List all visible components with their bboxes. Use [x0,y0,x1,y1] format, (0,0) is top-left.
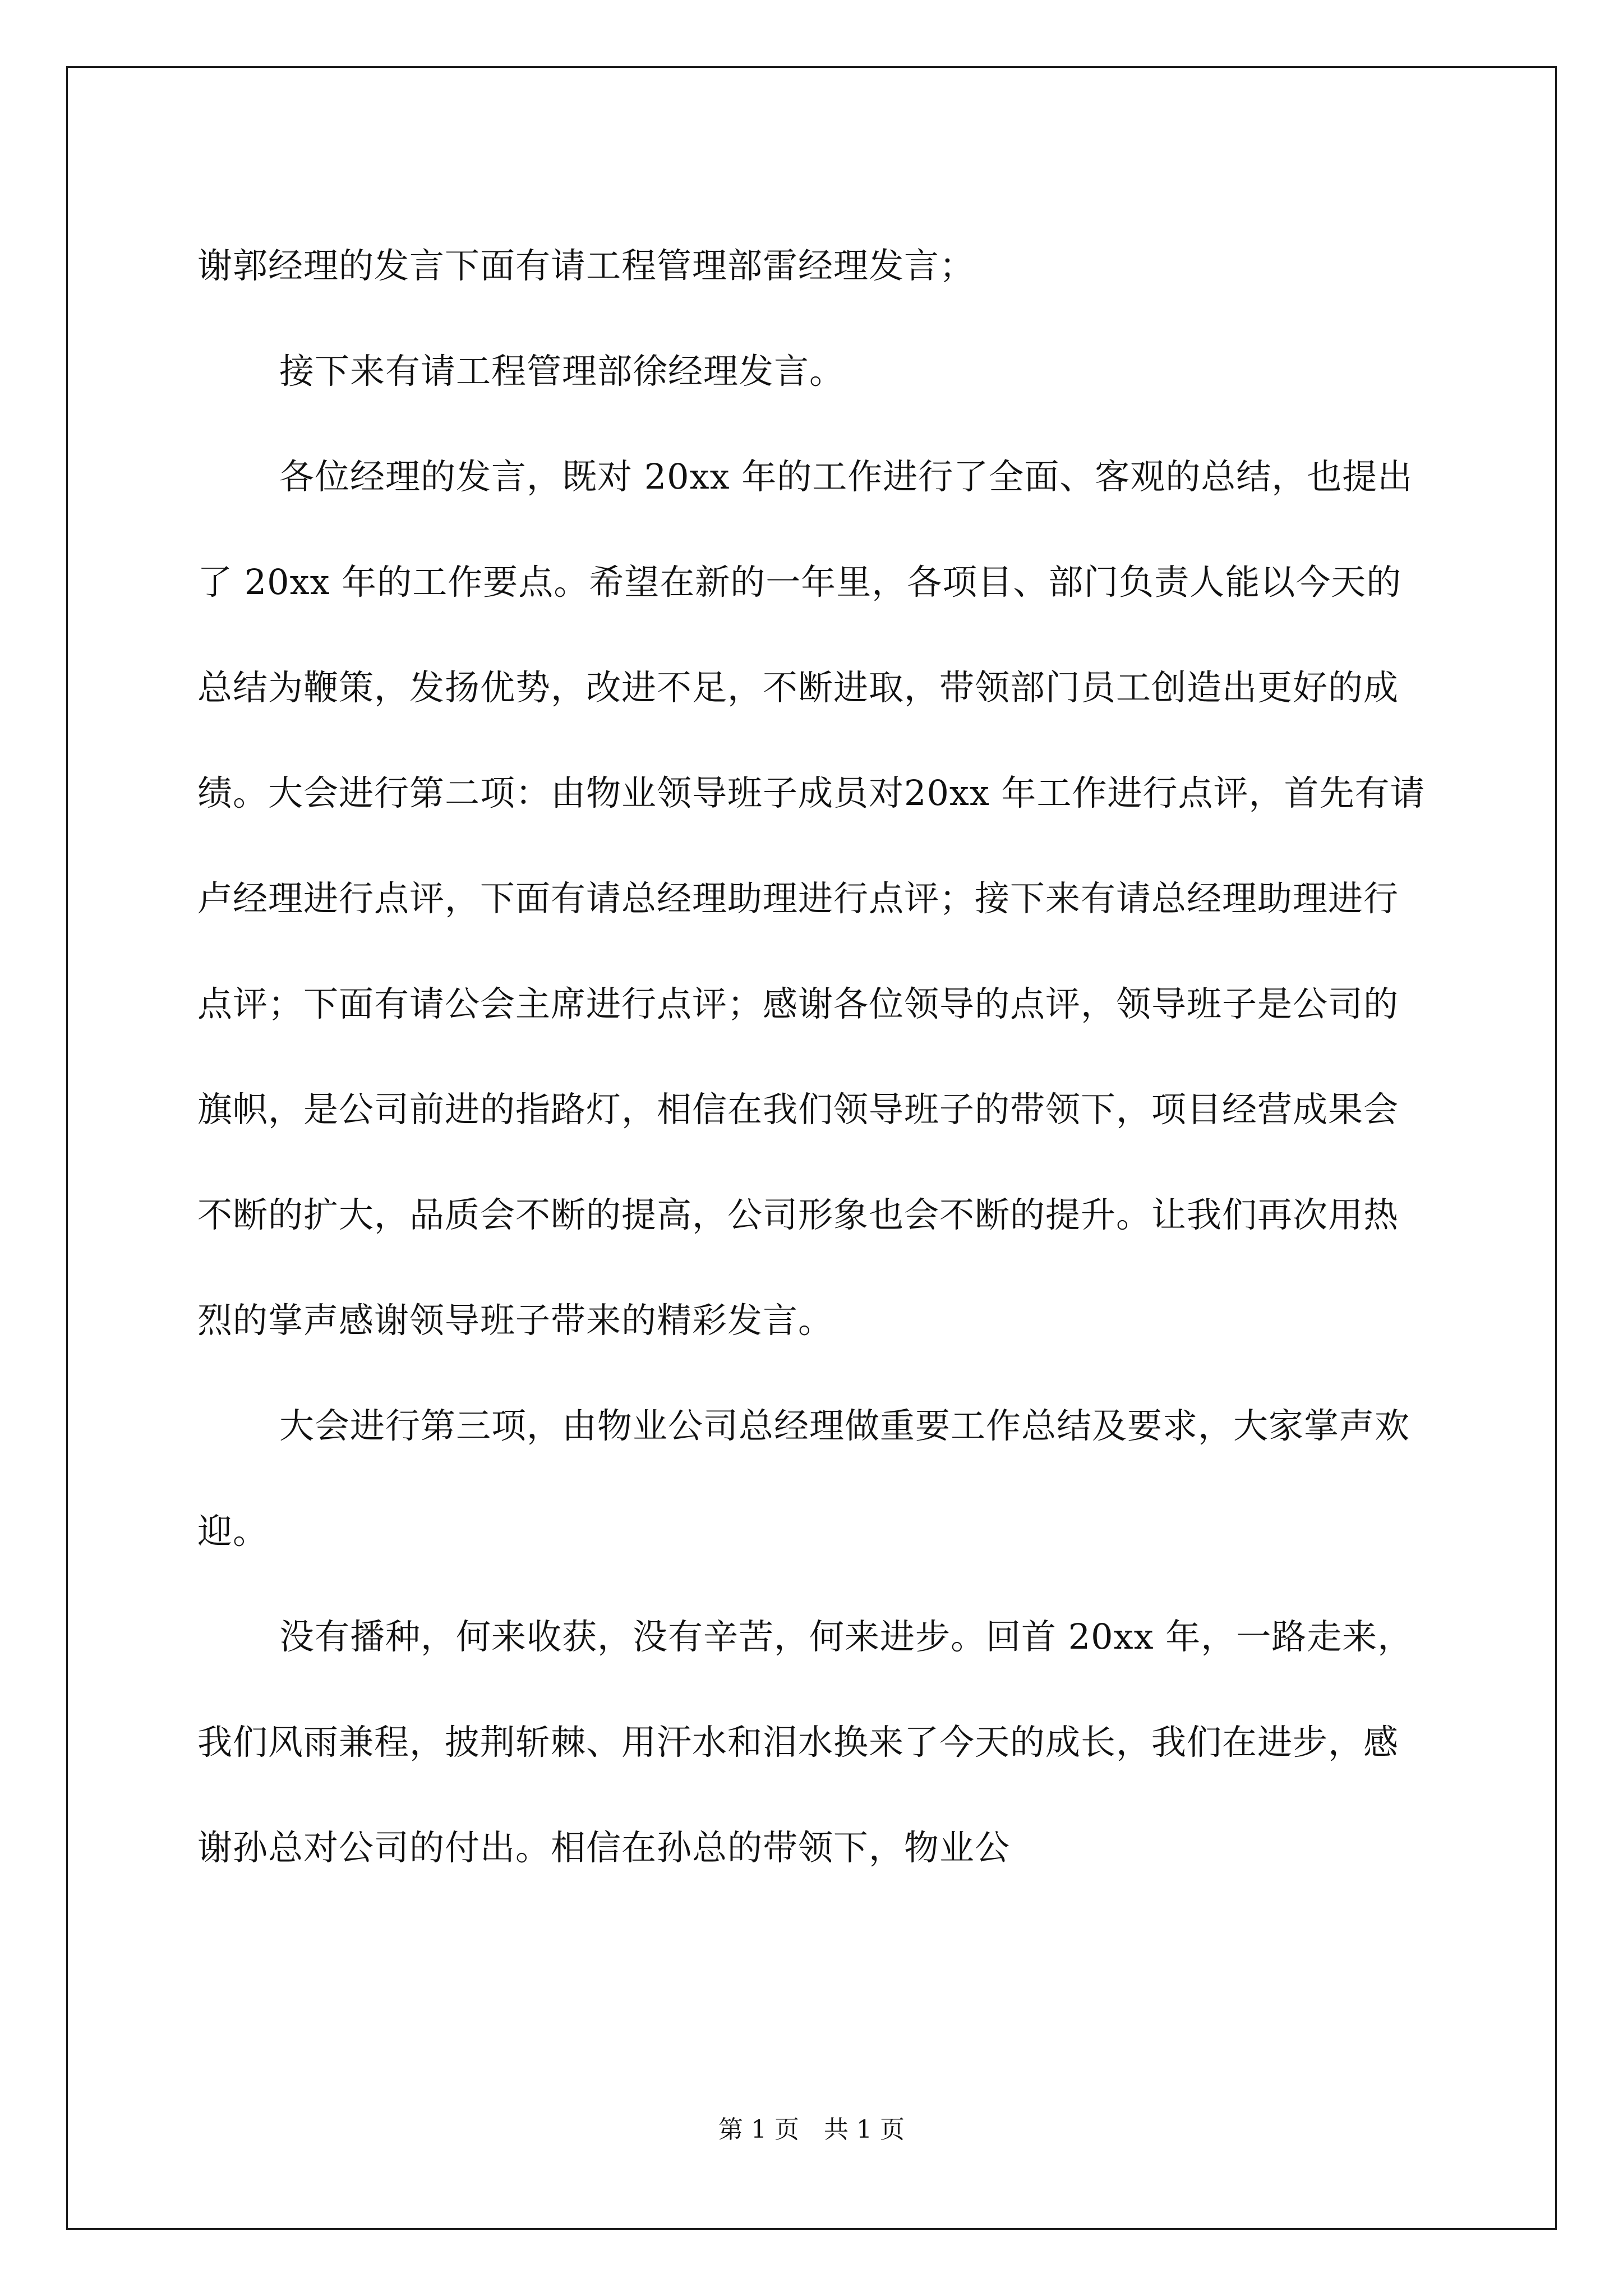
page-number: 第 1 页 共 1 页 [718,2115,905,2144]
paragraph: 没有播种，何来收获，没有辛苦，何来进步。回首 20xx 年，一路走来，我们风雨兼程，披荆斩棘、用汗水和泪水换来了今天的成长，我们在进步，感谢孙总对公司的付出。相信在孙总的带领下，物业公 [197,1616,1413,1868]
paragraph: 各位经理的发言，既对 20xx 年的工作进行了全面、客观的总结，也提出了 20xx 年的工作要点。希望在新的一年里，各项目、部门负责人能以今天的总结为鞭策，发扬优势，改进不足，不断进取，带领部门员工创造出更好的成绩。大会进行第二项：由物业领导班子成员对20xx 年工作进行点评，首先有请卢经理进行点评，下面有请总经理助理进行点评；接下来有请总经理助理进行点评；下面有请公会主席进行点评；感谢各位领导的点评，领导班子是公司的旗帜，是公司前进的指路灯，相信在我们领导班子的带领下，项目经营成果会不断的扩大，品质会不断的提高，公司形象也会不断的提升。让我们再次用热烈的掌声感谢领导班子带来的精彩发言。 [197,456,1426,1341]
paragraph: 谢郭经理的发言下面有请工程管理部雷经理发言； [197,245,975,286]
paragraph: 接下来有请工程管理部徐经理发言。 [279,351,845,392]
paragraph: 大会进行第三项，由物业公司总经理做重要工作总结及要求，大家掌声欢迎。 [197,1405,1410,1552]
document-body [197,213,1431,1901]
